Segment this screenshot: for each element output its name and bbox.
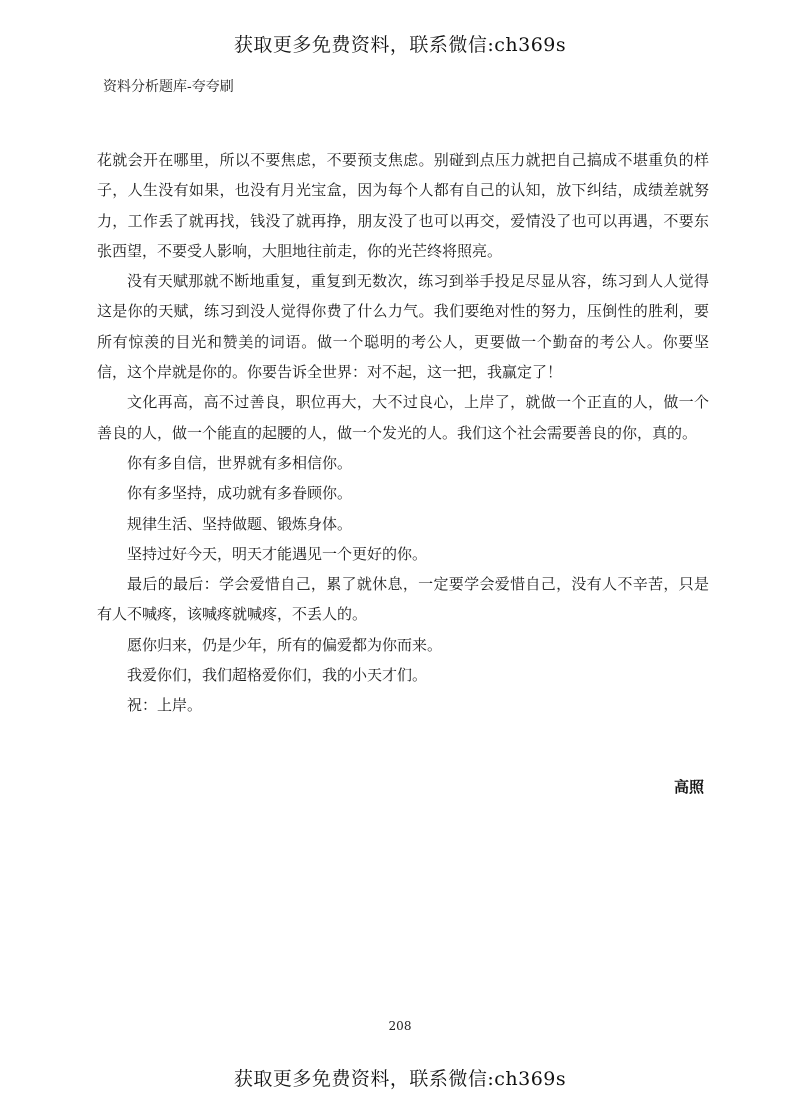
paragraph-closing: 祝：上岸。 (127, 696, 203, 715)
paragraph: 愿你归来，仍是少年，所有的偏爱都为你而来。 (127, 635, 443, 654)
author-signature: 高照 (673, 778, 704, 796)
document-source-label: 资料分析题库-夸夸刷 (103, 79, 234, 95)
document-body (97, 145, 709, 721)
paragraph-continuation: 花就会开在哪里，所以不要焦虑，不要预支焦虑。别碰到点压力就把自己搞成不堪重负的样子，人生没有如果，也没有月光宝盒，因为每个人都有自己的认知，放下纠结，成绩差就努力，工作丢了就再找，钱没了就再挣，朋友没了也可以再交，爱情没了也可以再遇，不要东张西望，不要受人影响，大胆地往前走，你的光芒终将照亮。 (97, 151, 709, 260)
page-number: 208 (388, 1019, 412, 1033)
paragraph: 没有天赋那就不断地重复，重复到无数次，练习到举手投足尽显从容，练习到人人觉得这是你的天赋，练习到没人觉得你费了什么力气。我们要绝对性的努力，压倒性的胜利，要所有惊羡的目光和赞美的词语。做一个聪明的考公人，更要做一个勤奋的考公人。你要坚信，这个岸就是你的。你要告诉全世界：对不起，这一把，我赢定了！ (97, 272, 709, 382)
paragraph: 我爱你们，我们超格爱你们，我的小天才们。 (127, 666, 428, 685)
bottom-banner: 获取更多免费资料，联系微信:ch369s (233, 1068, 567, 1090)
top-banner: 获取更多免费资料，联系微信:ch369s (233, 34, 567, 56)
paragraph: 规律生活、坚持做题、锻炼身体。 (127, 514, 353, 533)
paragraph: 你有多自信，世界就有多相信你。 (127, 453, 353, 472)
paragraph: 最后的最后：学会爱惜自己，累了就休息，一定要学会爱惜自己，没有人不辛苦，只是有人不喊疼，该喊疼就喊疼，不丢人的。 (97, 575, 709, 624)
paragraph: 文化再高，高不过善良，职位再大，大不过良心，上岸了，就做一个正直的人，做一个善良的人，做一个能直的起腰的人，做一个发光的人。我们这个社会需要善良的你，真的。 (97, 393, 709, 442)
paragraph: 坚持过好今天，明天才能遇见一个更好的你。 (127, 544, 428, 563)
paragraph: 你有多坚持，成功就有多眷顾你。 (127, 484, 353, 503)
